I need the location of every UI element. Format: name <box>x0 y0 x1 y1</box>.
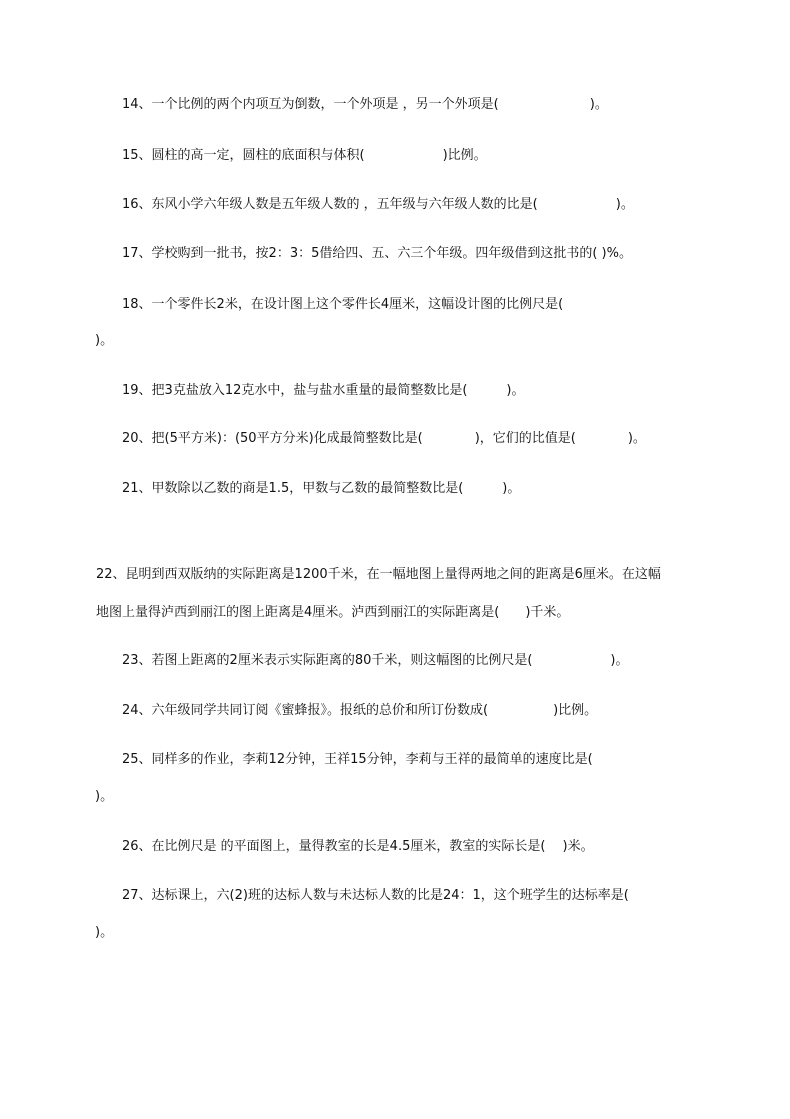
question-27-line-1: 27、达标课上，六(2)班的达标人数与未达标人数的比是24：1，这个班学生的达标率是( <box>122 888 629 903</box>
question-21: 21、甲数除以乙数的商是1.5，甲数与乙数的最简整数比是( )。 <box>122 481 521 496</box>
question-15: 15、圆柱的高一定，圆柱的底面积与体积( )比例。 <box>122 148 487 163</box>
question-18-line-1: 18、一个零件长2米，在设计图上这个零件长4厘米，这幅设计图的比例尺是( <box>122 297 564 312</box>
question-24: 24、六年级同学共同订阅《蜜蜂报》。报纸的总价和所订份数成( )比例。 <box>122 703 598 718</box>
question-16: 16、东风小学六年级人数是五年级人数的 ，五年级与六年级人数的比是( )。 <box>122 197 634 212</box>
question-26: 26、在比例尺是 的平面图上，量得教室的长是4.5厘米，教室的实际长是( )米。 <box>122 839 594 854</box>
question-27-line-2: )。 <box>95 925 114 940</box>
question-18-line-2: )。 <box>95 333 114 348</box>
question-19: 19、把3克盐放入12克水中，盐与盐水重量的最简整数比是( )。 <box>122 383 525 398</box>
question-25-line-1: 25、同样多的作业，李莉12分钟，王祥15分钟，李莉与王祥的最简单的速度比是( <box>122 752 593 767</box>
question-17: 17、学校购到一批书，按2：3：5借给四、五、六三个年级。四年级借到这批书的( )%。 <box>122 246 632 261</box>
question-23: 23、若图上距离的2厘米表示实际距离的80千米，则这幅图的比例尺是( )。 <box>122 653 629 668</box>
question-22-line-1: 22、昆明到西双版纳的实际距离是1200千米，在一幅地图上量得两地之间的距离是6厘米。在这幅 <box>96 567 661 582</box>
question-14: 14、一个比例的两个内项互为倒数，一个外项是 ，另一个外项是( )。 <box>122 97 608 112</box>
question-20: 20、把(5平方米)：(50平方分米)化成最简整数比是( )，它们的比值是( )。 <box>122 431 646 446</box>
question-25-line-2: )。 <box>95 789 114 804</box>
question-22-line-2: 地图上量得泸西到丽江的图上距离是4厘米。泸西到丽江的实际距离是( )千米。 <box>96 605 570 620</box>
